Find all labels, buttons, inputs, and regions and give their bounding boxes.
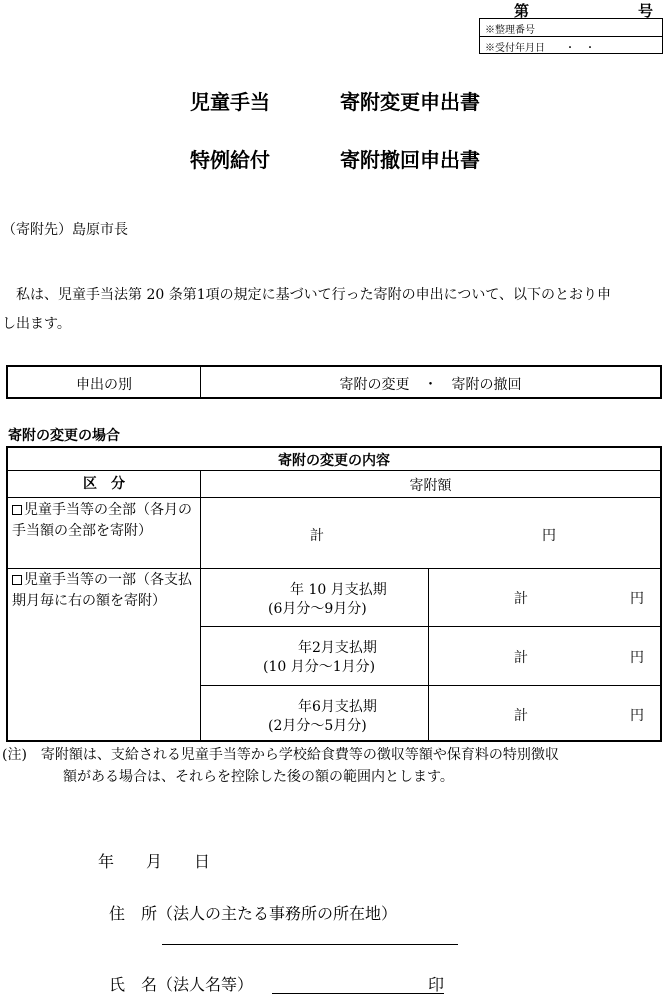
address-label: 住 所（法人の主たる事務所の所在地）: [109, 904, 398, 923]
request-kind-table: [6, 365, 662, 399]
period-yen-label: 円: [630, 708, 644, 724]
col-amount-header: 寄附額: [409, 478, 452, 494]
all-yen-label: 円: [542, 528, 556, 544]
period-total-label: 計: [514, 650, 528, 666]
received-date-label: ※受付年月日 ・ ・: [485, 43, 595, 54]
part-allowance-checkbox[interactable]: [12, 575, 22, 585]
col-category-header: 区 分: [83, 476, 125, 492]
period-title: 年 10 月支払期: [290, 582, 387, 598]
table-rule: [8, 497, 660, 498]
period-yen-label: 円: [630, 650, 644, 666]
period-range: (2月分～5月分): [268, 718, 367, 734]
period-title: 年6月支払期: [298, 699, 377, 715]
change-table-title: 寄附の変更の内容: [278, 453, 390, 469]
period-yen-label: 円: [630, 591, 644, 607]
signature-date: 年 月 日: [98, 852, 211, 871]
table-rule: [8, 568, 660, 569]
number-prefix: 第: [514, 2, 530, 20]
request-kind-options[interactable]: 寄附の変更 ・ 寄附の撤回: [339, 377, 522, 393]
change-content-table: [6, 446, 662, 742]
title-allowance: 児童手当: [190, 90, 270, 114]
name-underline: [272, 993, 444, 994]
intro-line-2: し出ます。: [2, 316, 71, 332]
request-kind-label: 申出の別: [76, 377, 132, 393]
change-section-heading: 寄附の変更の場合: [8, 428, 120, 444]
part-allowance-cell: [12, 570, 202, 612]
period-range: (10 月分～1月分): [263, 659, 376, 675]
period-total-label: 計: [514, 708, 528, 724]
registry-box: [479, 18, 663, 54]
name-label: 氏 名（法人名等）: [109, 975, 254, 994]
seal-mark: 印: [428, 975, 445, 994]
addressee: （寄附先）島原市長: [2, 222, 128, 238]
title-special-benefit: 特例給付: [190, 148, 270, 172]
all-total-label: 計: [310, 528, 324, 544]
all-allowance-label: 児童手当等の全部（各月の手当額の全部を寄附）: [12, 502, 192, 539]
table-rule: [201, 685, 660, 686]
all-allowance-checkbox[interactable]: [12, 505, 22, 515]
intro-line-1: 私は、児童手当法第 20 条第1項の規定に基づいて行った寄附の申出について、以下のとおり申: [2, 287, 612, 303]
period-range: (6月分～9月分): [268, 601, 367, 617]
note-line-1: (注) 寄附額は、支給される児童手当等から学校給食費等の徴収等額や保育料の特別徴収: [2, 747, 559, 763]
table-rule: [8, 470, 660, 471]
note-line-2: 額がある場合は、それらを控除した後の額の範囲内とします。: [63, 769, 454, 785]
part-allowance-label: 児童手当等の一部（各支払期月毎に右の額を寄附）: [12, 572, 192, 609]
table-rule: [201, 626, 660, 627]
title-withdrawal-request: 寄附撤回申出書: [340, 148, 480, 172]
all-allowance-cell: [12, 500, 202, 542]
period-total-label: 計: [514, 591, 528, 607]
period-title: 年2月支払期: [298, 640, 377, 656]
registry-divider: [480, 36, 662, 37]
table-divider: [428, 568, 429, 740]
address-underline: [162, 944, 458, 945]
registry-number-label: ※整理番号: [485, 25, 535, 36]
number-suffix: 号: [638, 2, 654, 20]
title-change-request: 寄附変更申出書: [340, 90, 480, 114]
